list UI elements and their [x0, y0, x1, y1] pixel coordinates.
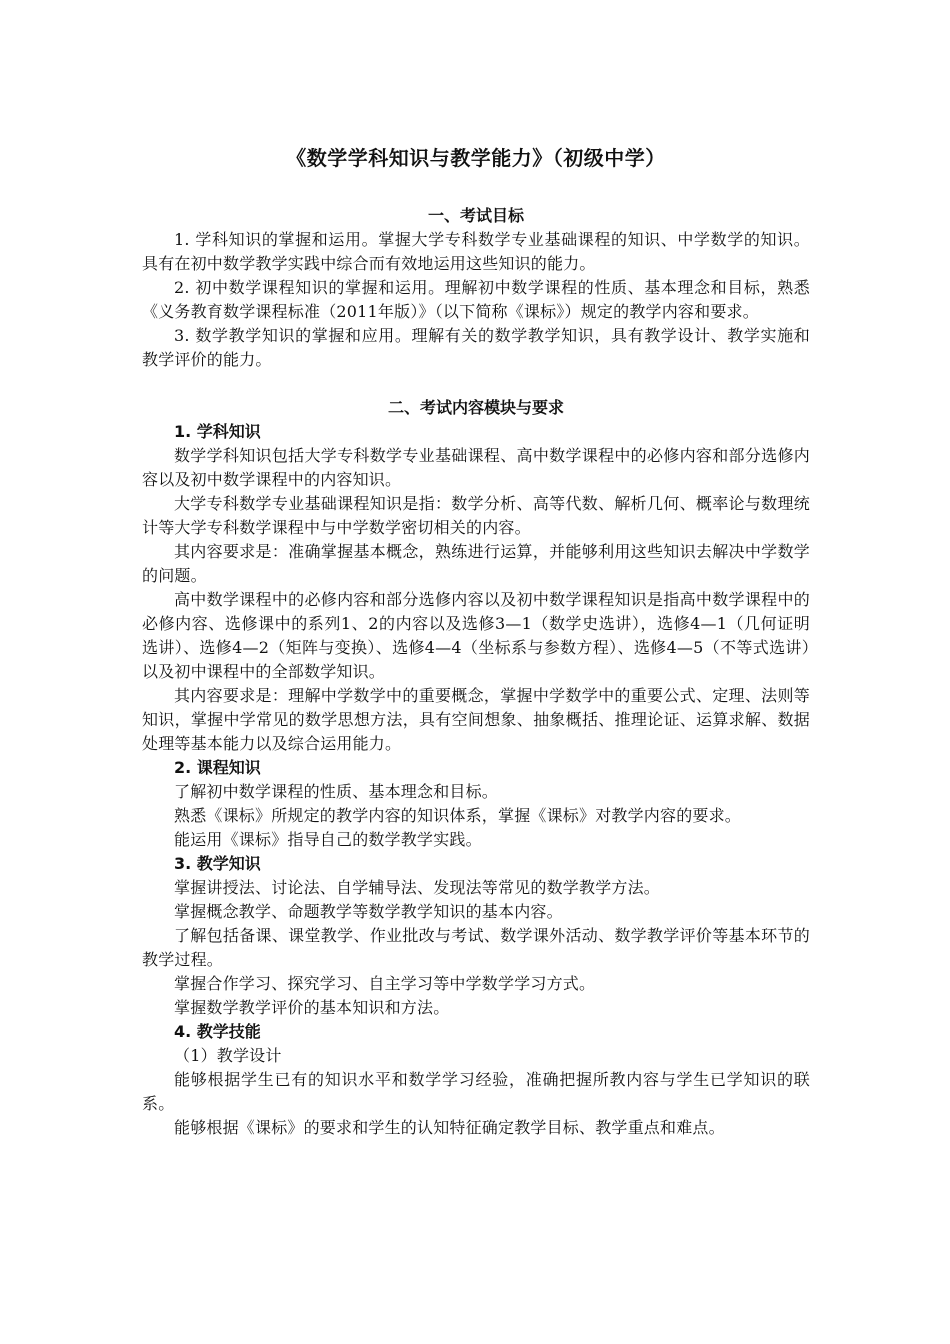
paragraph: 了解包括备课、课堂教学、作业批改与考试、数学课外活动、数学教学评价等基本环节的教学过程。	[142, 926, 810, 969]
paragraph: 掌握概念教学、命题教学等数学教学知识的基本内容。	[174, 902, 563, 921]
document-body	[142, 145, 810, 1140]
paragraph: 大学专科数学专业基础课程知识是指：数学分析、高等代数、解析几何、概率论与数理统计等大学专科数学课程中与中学数学密切相关的内容。	[142, 494, 810, 537]
paragraph: 掌握数学教学评价的基本知识和方法。	[174, 998, 450, 1017]
section-heading-exam-goals: 一、考试目标	[427, 206, 524, 225]
paragraph: 掌握合作学习、探究学习、自主学习等中学数学学习方式。	[174, 974, 596, 993]
paragraph: 其内容要求是：准确掌握基本概念，熟练进行运算，并能够利用这些知识去解决中学数学的问题。	[142, 542, 810, 585]
spacer	[142, 372, 810, 396]
subheading-subject-knowledge: 1. 学科知识	[174, 422, 261, 441]
document-title: 《数学学科知识与教学能力》（初级中学）	[286, 146, 666, 170]
paragraph: 3. 数学教学知识的掌握和应用。理解有关的数学教学知识，具有教学设计、教学实施和教学评价的能力。	[142, 326, 810, 369]
paragraph: 了解初中数学课程的性质、基本理念和目标。	[174, 782, 499, 801]
paragraph: 1. 学科知识的掌握和运用。掌握大学专科数学专业基础课程的知识、中学数学的知识。具有在初中数学教学实践中综合而有效地运用这些知识的能力。	[142, 230, 810, 273]
subheading-curriculum-knowledge: 2. 课程知识	[174, 758, 261, 777]
paragraph: 数学学科知识包括大学专科数学专业基础课程、高中数学课程中的必修内容和部分选修内容以及初中数学课程中的内容知识。	[142, 446, 810, 489]
paragraph: 掌握讲授法、讨论法、自学辅导法、发现法等常见的数学教学方法。	[174, 878, 661, 897]
paragraph: 熟悉《课标》所规定的教学内容的知识体系，掌握《课标》对教学内容的要求。	[174, 806, 742, 825]
paragraph: 能运用《课标》指导自己的数学教学实践。	[174, 830, 482, 849]
paragraph: 能够根据《课标》的要求和学生的认知特征确定教学目标、教学重点和难点。	[174, 1118, 725, 1137]
paragraph: 能够根据学生已有的知识水平和数学学习经验，准确把握所教内容与学生已学知识的联系。	[142, 1070, 810, 1113]
item-heading-instructional-design: （1）教学设计	[174, 1046, 282, 1065]
paragraph: 其内容要求是：理解中学数学中的重要概念，掌握中学数学中的重要公式、定理、法则等知识，掌握中学常见的数学思想方法，具有空间想象、抽象概括、推理论证、运算求解、数据处理等基本能力以及综合运用能力。	[142, 686, 810, 753]
paragraph: 2. 初中数学课程知识的掌握和运用。理解初中数学课程的性质、基本理念和目标，熟悉《义务教育数学课程标准（2011年版）》（以下简称《课标》）规定的教学内容和要求。	[142, 278, 810, 321]
section-heading-exam-content: 二、考试内容模块与要求	[387, 398, 564, 417]
subheading-teaching-knowledge: 3. 教学知识	[174, 854, 261, 873]
subheading-teaching-skills: 4. 教学技能	[174, 1022, 261, 1041]
paragraph: 高中数学课程中的必修内容和部分选修内容以及初中数学课程知识是指高中数学课程中的必修内容、选修课中的系列1、2的内容以及选修3—1（数学史选讲），选修4—1（几何证明选讲）、选修4—2（矩阵与变换）、选修4—4（坐标系与参数方程）、选修4—5（不等式选讲）以及初中课程中的全部数学知识。	[142, 590, 810, 681]
